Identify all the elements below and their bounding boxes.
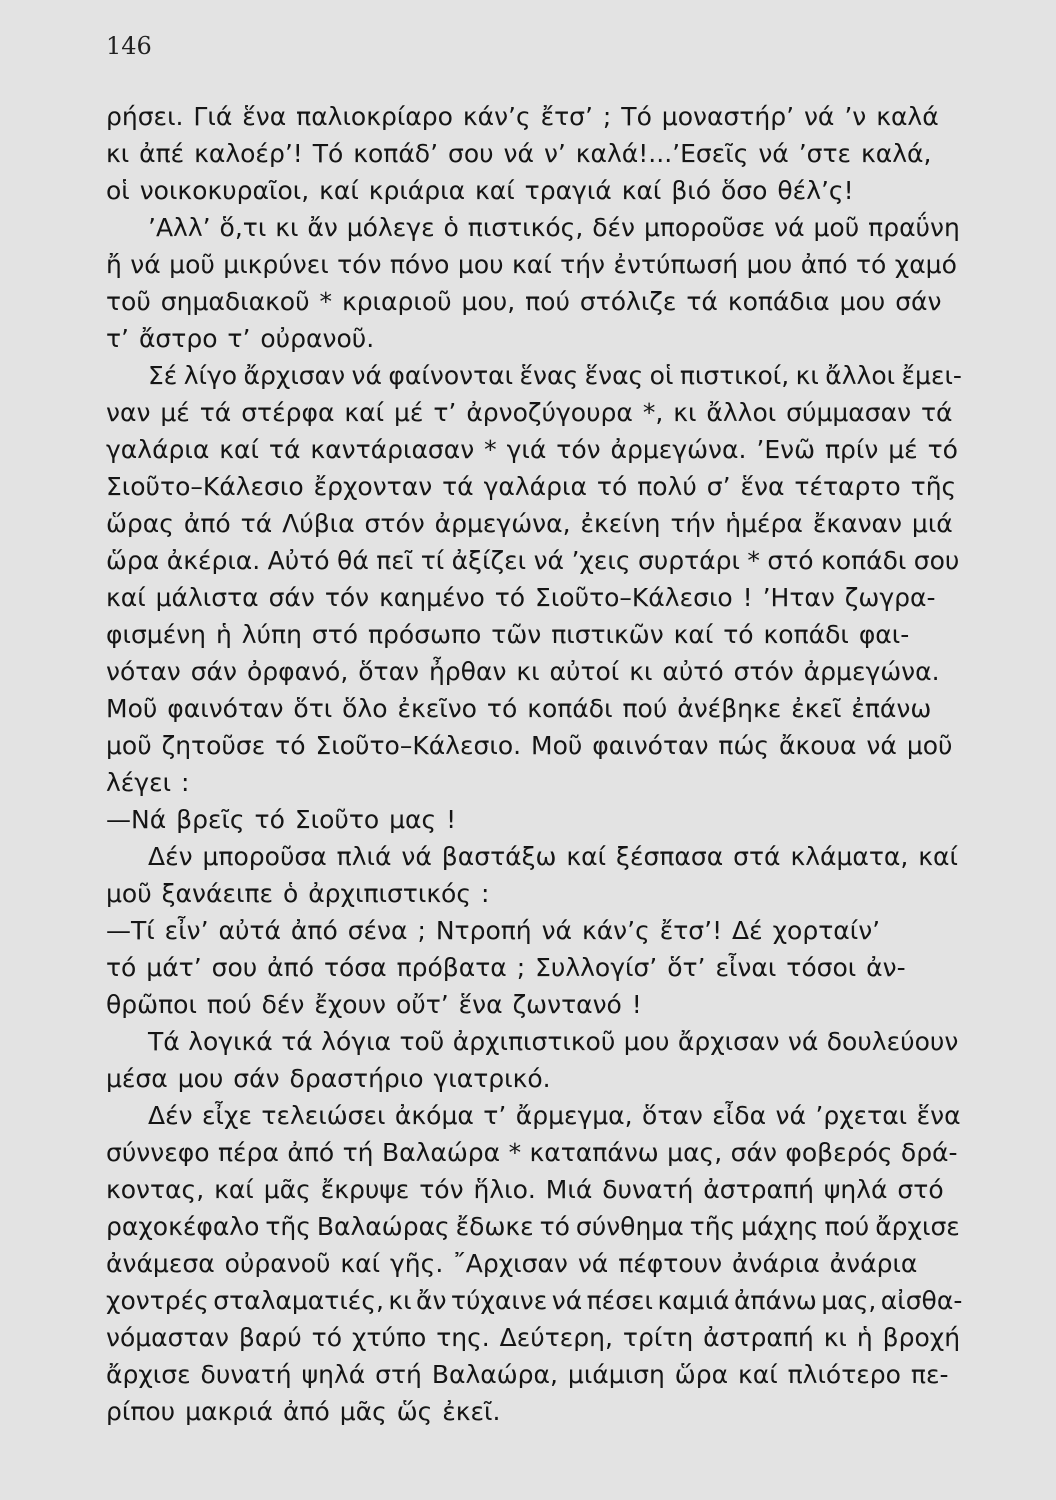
text-line: οἱ νοικοκυραῖοι, καί κριάρια καί τραγιά καί βιό ὅσο θέλ’ς!	[106, 176, 854, 205]
text-line: τό μάτ’ σου ἀπό τόσα πρόβατα ; Συλλογίσ’ ὅτ’ εἶναι τόσοι ἀν-	[106, 953, 906, 982]
text-line: ναν μέ τά στέρφα καί μέ τ’ ἀρνοζύγουρα *, κι ἄλλοι σύμμασαν τά	[106, 398, 953, 427]
text-line: καί μάλιστα σάν τόν καημένο τό Σιοῦτο–Κάλεσιο ! ’Ηταν ζωγρα-	[106, 583, 936, 612]
text-line: γαλάρια καί τά καντάριασαν * γιά τόν ἀρμεγώνα. ’Ενῶ πρίν μέ τό	[106, 435, 958, 464]
text-line: μοῦ ξανάειπε ὁ ἀρχιπιστικός :	[106, 879, 490, 908]
text-line: κι ἀπέ καλοέρ’! Τό κοπάδ’ σου νά ν’ καλά!...’Εσεῖς νά ’στε καλά,	[106, 139, 932, 168]
text-line: χοντρές σταλαματιές, κι ἄν τύχαινε νά πέσει καμιά ἀπάνω μας, αἰσθα-	[106, 1286, 963, 1315]
page-number: 146	[106, 32, 152, 60]
text-line: ὥρας ἀπό τά Λύβια στόν ἀρμεγώνα, ἐκείνη τήν ἡμέρα ἔκαναν μιά	[106, 509, 953, 538]
text-line: —Τί εἶν’ αὐτά ἀπό σένα ; Ντροπή νά κάν’ς ἔτσ’! Δέ χορταίν’	[106, 916, 881, 945]
text-line: τοῦ σημαδιακοῦ * κριαριοῦ μου, πού στόλιζε τά κοπάδια μου σάν	[106, 287, 942, 316]
text-line: ’Αλλ’ ὅ,τι κι ἄν μόλεγε ὁ πιστικός, δέν μποροῦσε νά μοῦ πραΰνη	[148, 213, 960, 242]
body-text	[106, 98, 962, 1430]
text-line: νόμασταν βαρύ τό χτύπο της. Δεύτερη, τρίτη ἀστραπή κι ἡ βροχή	[106, 1323, 961, 1352]
text-line: ἤ νά μοῦ μικρύνει τόν πόνο μου καί τήν ἐντύπωσή μου ἀπό τό χαμό	[106, 250, 957, 279]
text-line: φισμένη ἡ λύπη στό πρόσωπο τῶν πιστικῶν καί τό κοπάδι φαι-	[106, 620, 910, 649]
text-line: μοῦ ζητοῦσε τό Σιοῦτο–Κάλεσιο. Μοῦ φαινόταν πώς ἄκουα νά μοῦ	[106, 731, 953, 760]
text-line: μέσα μου σάν δραστήριο γιατρικό.	[106, 1064, 551, 1093]
text-line: σύννεφο πέρα ἀπό τή Βαλαώρα * καταπάνω μας, σάν φοβερός δρά-	[106, 1138, 958, 1167]
text-line: νόταν σάν ὀρφανό, ὅταν ἦρθαν κι αὐτοί κι αὐτό στόν ἀρμεγώνα.	[106, 657, 940, 686]
text-line: λέγει :	[106, 768, 190, 797]
text-line: θρῶποι πού δέν ἔχουν οὔτ’ ἕνα ζωντανό !	[106, 990, 642, 1019]
text-line: τ’ ἄστρο τ’ οὐρανοῦ.	[106, 324, 375, 353]
text-line: Δέν μποροῦσα πλιά νά βαστάξω καί ξέσπασα στά κλάματα, καί	[148, 842, 958, 871]
text-line: ρήσει. Γιά ἕνα παλιοκρίαρο κάν’ς ἔτσ’ ; Τό μοναστήρ’ νά ’ν καλά	[106, 102, 939, 131]
text-line: Μοῦ φαινόταν ὅτι ὅλο ἐκεῖνο τό κοπάδι πού ἀνέβηκε ἐκεῖ ἐπάνω	[106, 694, 932, 723]
text-line: ρίπου μακριά ἀπό μᾶς ὥς ἐκεῖ.	[106, 1397, 501, 1426]
text-line: ἄρχισε δυνατή ψηλά στή Βαλαώρα, μιάμιση ὥρα καί πλιότερο πε-	[106, 1360, 949, 1389]
text-line: ἀνάμεσα οὐρανοῦ καί γῆς. ῎Αρχισαν νά πέφτουν ἀνάρια ἀνάρια	[106, 1249, 918, 1278]
text-line: ραχοκέφαλο τῆς Βαλαώρας ἔδωκε τό σύνθημα τῆς μάχης πού ἄρχισε	[106, 1212, 960, 1241]
text-line: Σέ λίγο ἄρχισαν νά φαίνονται ἕνας ἕνας οἱ πιστικοί, κι ἄλλοι ἔμει-	[148, 361, 962, 390]
text-line: Δέν εἶχε τελειώσει ἀκόμα τ’ ἄρμεγμα, ὅταν εἶδα νά ’ρχεται ἕνα	[148, 1101, 961, 1130]
text-line: Σιοῦτο–Κάλεσιο ἔρχονταν τά γαλάρια τό πολύ σ’ ἕνα τέταρτο τῆς	[106, 472, 957, 501]
text-line: ὥρα ἀκέρια. Αὐτό θά πεῖ τί ἀξίζει νά ’χεις συρτάρι * στό κοπάδι σου	[106, 546, 960, 575]
text-line: —Νά βρεῖς τό Σιοῦτο μας !	[106, 805, 457, 834]
text-line: κοντας, καί μᾶς ἔκρυψε τόν ἥλιο. Μιά δυνατή ἀστραπή ψηλά στό	[106, 1175, 944, 1204]
text-line: Τά λογικά τά λόγια τοῦ ἀρχιπιστικοῦ μου ἄρχισαν νά δουλεύουν	[148, 1027, 959, 1056]
